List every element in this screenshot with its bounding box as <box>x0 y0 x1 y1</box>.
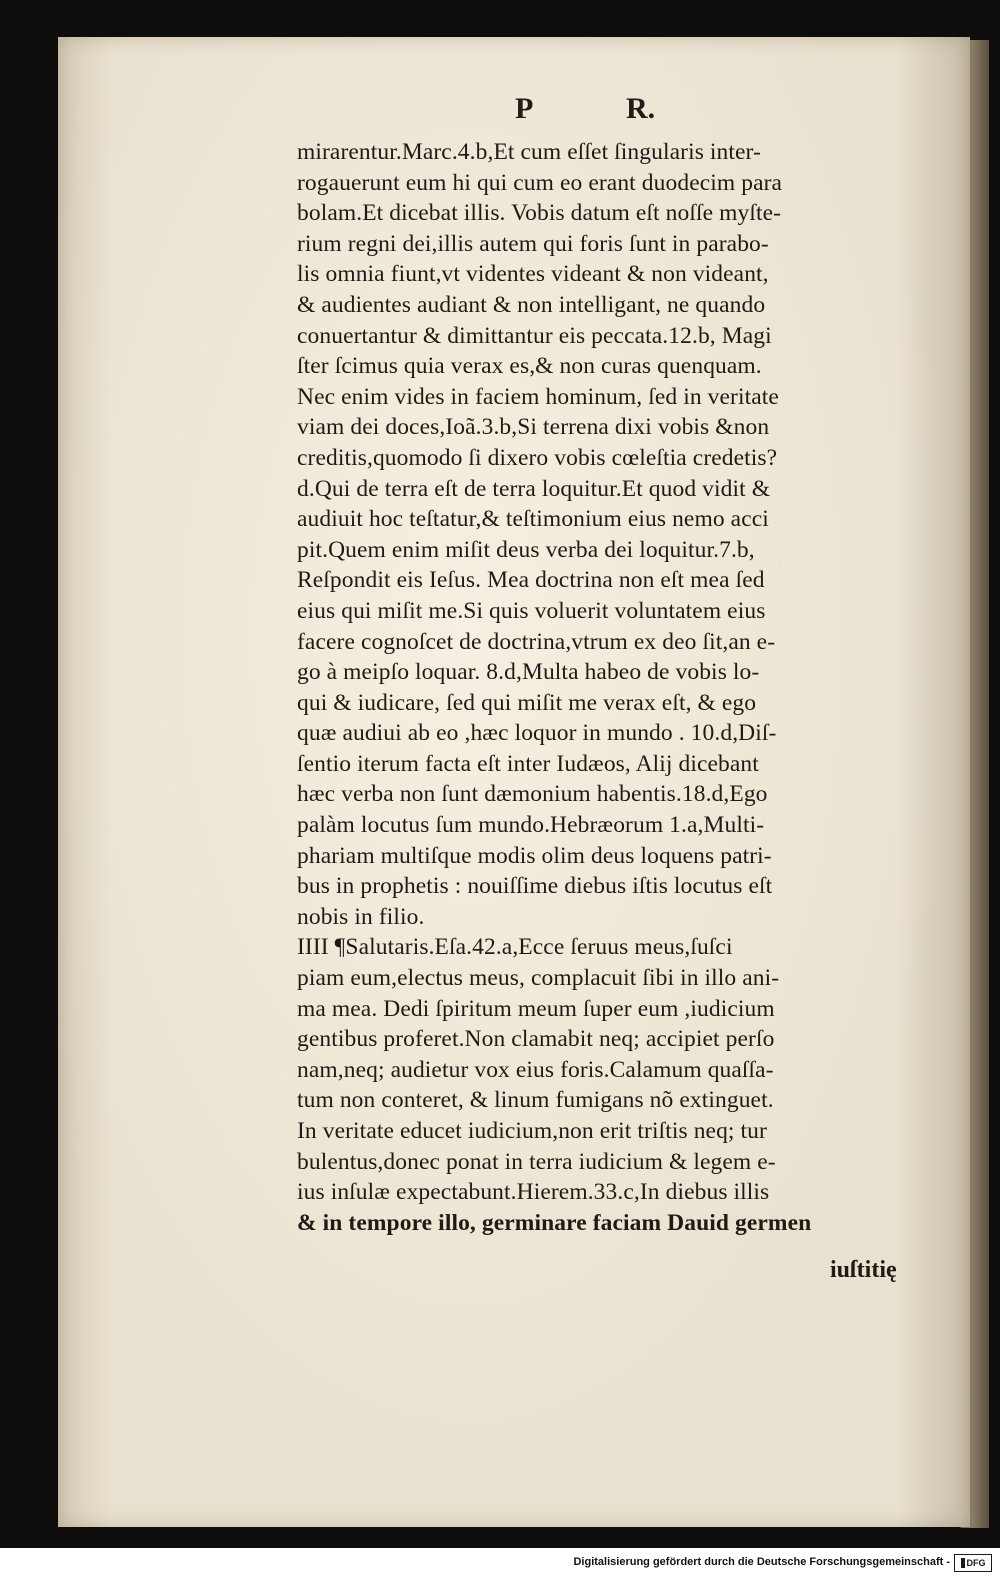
text-line: quæ audiui ab eo ,hæc loquor in mundo . 10.d,Diſ- <box>297 720 777 747</box>
text-line: gentibus proferet.Non clamabit neq; accipiet perſo <box>297 1026 775 1053</box>
footer-credit: Digitalisierung gefördert durch die Deutsche Forschungsgemeinschaft - <box>573 1556 950 1568</box>
text-line: rogauerunt eum hi qui cum eo erant duodecim para <box>297 169 783 196</box>
text-line: bus in prophetis : nouiſſime diebus iſtis locutus eſt <box>297 873 773 900</box>
text-line: audiuit hoc teſtatur,& teſtimonium eius nemo acci <box>297 506 769 533</box>
text-line: lis omnia fiunt,vt videntes videant & non videant, <box>297 261 769 288</box>
text-line: IIII ¶Salutaris.Eſa.42.a,Ecce ſeruus meus,ſuſci <box>297 934 733 961</box>
text-line: d.Qui de terra eſt de terra loquitur.Et quod vidit & <box>297 475 771 502</box>
text-line: In veritate educet iudicium,non erit triſtis neq; tur <box>297 1118 767 1144</box>
logo-label: DFG <box>966 1558 986 1568</box>
text-line: phariam multiſque modis olim deus loquens patri- <box>297 842 772 869</box>
text-line: & audientes audiant & non intelligant, ne quando <box>297 291 766 318</box>
text-line: Reſpondit eis Ieſus. Mea doctrina non eſt mea ſed <box>297 567 765 594</box>
text-line: ſter ſcimus quia verax es,& non curas quenquam. <box>297 353 762 380</box>
text-line: piam eum,electus meus, complacuit ſibi in illo ani- <box>297 965 780 992</box>
text-line: pit.Quem enim miſit deus verba dei loquitur.7.b, <box>297 536 755 563</box>
text-line: facere cognoſcet de doctrina,vtrum ex deo ſit,an e- <box>297 628 776 655</box>
text-line: eius qui miſit me.Si quis voluerit voluntatem eius <box>297 597 766 624</box>
text-line: nam,neq; audietur vox eius foris.Calamum quaſſa- <box>297 1056 774 1083</box>
text-line: rium regni dei,illis autem qui foris ſunt in parabo- <box>297 230 769 257</box>
main-text <box>297 137 947 1238</box>
text-line: ius inſulæ expectabunt.Hierem.33.c,In diebus illis <box>297 1179 770 1206</box>
running-head-left: P <box>515 92 534 125</box>
running-head <box>0 92 1000 132</box>
text-line: & in tempore illo, germinare faciam Dauid germen <box>297 1209 812 1236</box>
text-line: nobis in filio. <box>297 903 425 930</box>
catchword: iuſtitię <box>830 1257 897 1283</box>
text-line: go à meipſo loquar. 8.d,Multa habeo de vobis lo- <box>297 659 760 686</box>
text-line: Nec enim vides in faciem hominum, ſed in veritate <box>297 383 779 410</box>
text-line: bolam.Et dicebat illis. Vobis datum eſt noſſe myſte- <box>297 200 782 227</box>
text-line: ma mea. Dedi ſpiritum meum ſuper eum ,iudicium <box>297 995 775 1022</box>
running-head-right: R. <box>626 92 656 125</box>
text-line: bulentus,donec ponat in terra iudicium & legem e- <box>297 1148 776 1175</box>
text-line: conuertantur & dimittantur eis peccata.12.b, Magi <box>297 322 772 349</box>
text-line: tum non conteret, & linum fumigans nõ extinguet. <box>297 1087 774 1114</box>
text-line: palàm locutus ſum mundo.Hebræorum 1.a,Multi- <box>297 812 765 839</box>
text-line: viam dei doces,Ioã.3.b,Si terrena dixi vobis &non <box>297 414 770 441</box>
dfg-logo <box>954 1554 992 1572</box>
text-line: hæc verba non ſunt dæmonium habentis.18.d,Ego <box>297 781 768 808</box>
footer-strip <box>0 1548 1000 1588</box>
logo-block-icon <box>961 1558 965 1568</box>
text-line: qui & iudicare, ſed qui miſit me verax eſt, & ego <box>297 689 757 716</box>
text-line: mirarentur.Marc.4.b,Et cum eſſet ſingularis inter- <box>297 139 761 165</box>
text-line: ſentio iterum facta eſt inter Iudæos, Alij dicebant <box>297 750 759 777</box>
text-line: creditis,quomodo ſi dixero vobis cœleſtia credetis? <box>297 444 778 471</box>
